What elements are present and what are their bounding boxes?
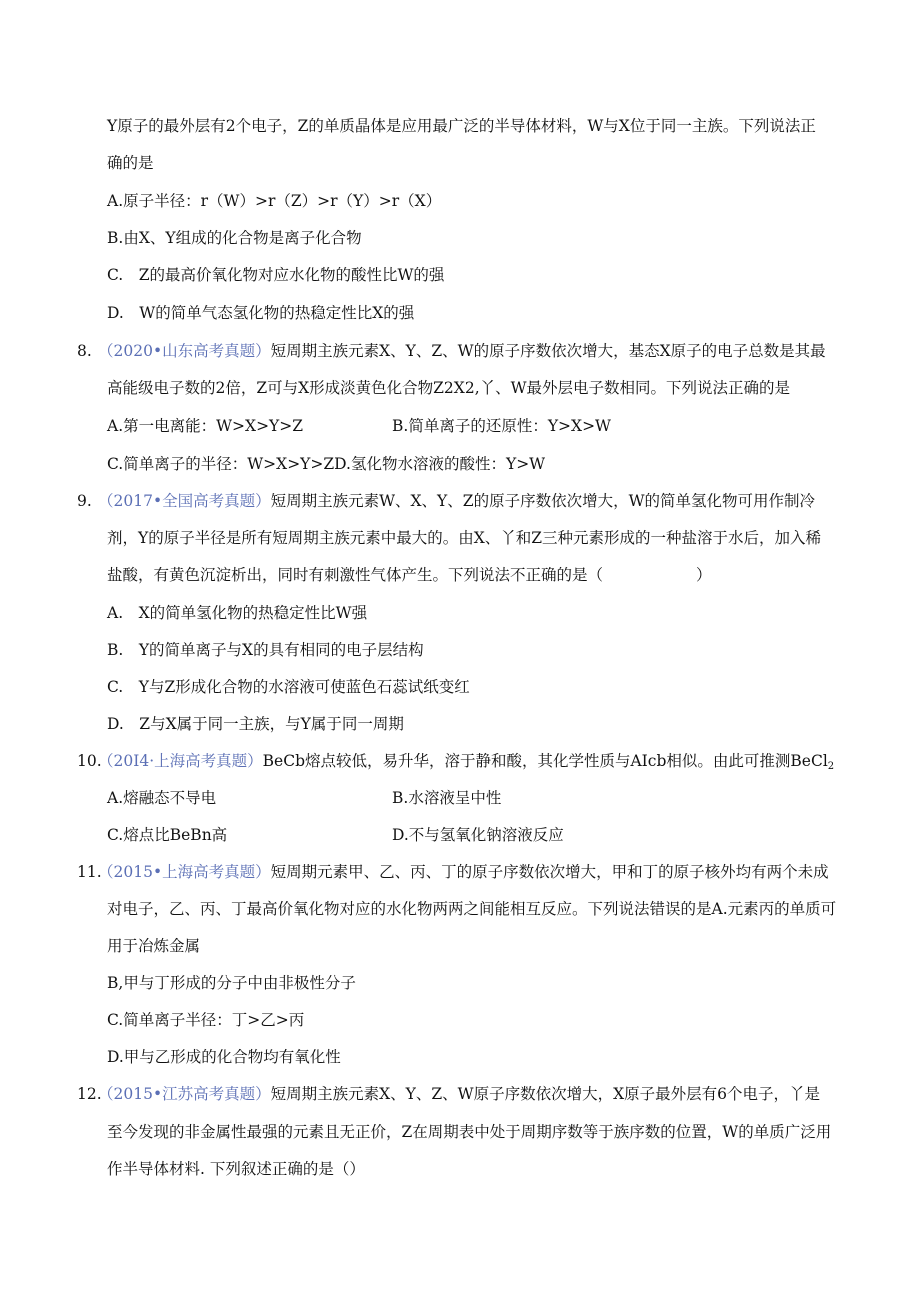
q8-number: 8. [77,342,92,360]
q10-stem: BeCb熔点较低，易升华，溶于静和酸，其化学性质与AIcb相似。由此可推测BeCl [262,752,828,770]
q7-option-a: A.原子半径：r（W）>r（Z）>r（Y）>r（X） [107,192,442,210]
q10-source: （20I4·上海高考真题） [98,752,263,770]
q9-stem-line2: 剂，Y的原子半径是所有短周期主族元素中最大的。由X、丫和Z三种元素形成的一种盐溶于水后，加入稀 [107,529,822,547]
q9-line1 [98,491,815,511]
q11-number: 11. [77,863,102,881]
q7-text-line2: 确的是 [107,154,154,172]
q7-option-d: D. W的简单气态氢化物的热稳定性比X的强 [107,304,415,322]
q10-option-c: C.熔点比BeBn高 [107,826,228,844]
q7-option-c: C. Z的最高价氧化物对应水化物的酸性比W的强 [107,266,445,284]
q11-source: （2015•上海高考真题） [98,863,271,881]
q12-stem-line2: 至今发现的非金属性最强的元素且无正价，Z在周期表中处于周期序数等于族序数的位置，W的单质广泛用 [107,1123,832,1141]
q8-source: （2020•山东高考真题） [98,342,271,360]
q12-source: （2015•江苏高考真题） [98,1085,271,1103]
q11-line1 [98,862,829,882]
q12-line1 [98,1084,820,1104]
q10-option-b: B.水溶液呈中性 [392,789,502,807]
q10-number: 10. [77,752,102,770]
q9-stem-line1: 短周期主族元素W、X、Y、Z的原子序数依次增大，W的简单氢化物可用作制冷 [270,492,815,510]
q10-line1 [98,751,834,777]
q9-stem-line3: 盐酸，有黄色沉淀析出，同时有刺激性气体产生。下列说法不正确的是（ ） [107,566,712,584]
q9-option-b: B. Y的简单离子与X的具有相同的电子层结构 [107,641,424,659]
q7-option-b: B.由X、Y组成的化合物是离子化合物 [107,229,362,247]
q8-stem-line2: 高能级电子数的2倍，Z可与X形成淡黄色化合物Z2X2,丫、W最外层电子数相同。下列说法正确的是 [107,379,791,397]
q9-source: （2017•全国高考真题） [98,492,271,510]
q8-option-a: A.第一电离能：W>X>Y>Z [107,417,304,435]
q8-option-cd: C.简单离子的半径：W>X>Y>ZD.氢化物水溶液的酸性：Y>W [107,455,546,473]
q9-number: 9. [77,492,92,510]
q8-line1 [98,341,826,361]
q8-option-b: B.简单离子的还原性：Y>X>W [392,417,611,435]
q7-text-line1: Y原子的最外层有2个电子，Z的单质晶体是应用最广泛的半导体材料，W与X位于同一主族。下列说法正 [107,117,816,135]
q11-option-c: C.简单离子半径：丁>乙>丙 [107,1011,305,1029]
q10-stem-subscript: 2 [827,761,835,772]
q11-stem-line2: 对电子，乙、丙、丁最高价氧化物对应的水化物两两之间能相互反应。下列说法错误的是A.元素丙的单质可 [107,900,837,918]
q9-option-d: D. Z与X属于同一主族，与Y属于同一周期 [107,715,404,733]
q11-option-b: B,甲与丁形成的分子中由非极性分子 [107,974,356,992]
q12-stem-line1: 短周期主族元素X、Y、Z、W原子序数依次增大，X原子最外层有6个电子，丫是 [270,1085,820,1103]
q11-option-d: D.甲与乙形成的化合物均有氧化性 [107,1048,341,1066]
q10-option-a: A.熔融态不导电 [107,789,217,807]
q9-option-a: A. X的简单氢化物的热稳定性比W强 [107,604,368,622]
q11-stem-line3: 用于冶炼金属 [107,937,201,955]
q11-stem-line1: 短周期元素甲、乙、丙、丁的原子序数依次增大，甲和丁的原子核外均有两个未成 [270,863,829,881]
q10-option-d: D.不与氢氧化钠溶液反应 [392,826,564,844]
q8-stem-line1: 短周期主族元素X、Y、Z、W的原子序数依次增大，基态X原子的电子总数是其最 [270,342,826,360]
q12-number: 12. [77,1085,102,1103]
q9-option-c: C. Y与Z形成化合物的水溶液可使蓝色石蕊试纸变红 [107,678,470,696]
q12-stem-line3: 作半导体材料. 下列叙述正确的是（） [107,1160,365,1178]
